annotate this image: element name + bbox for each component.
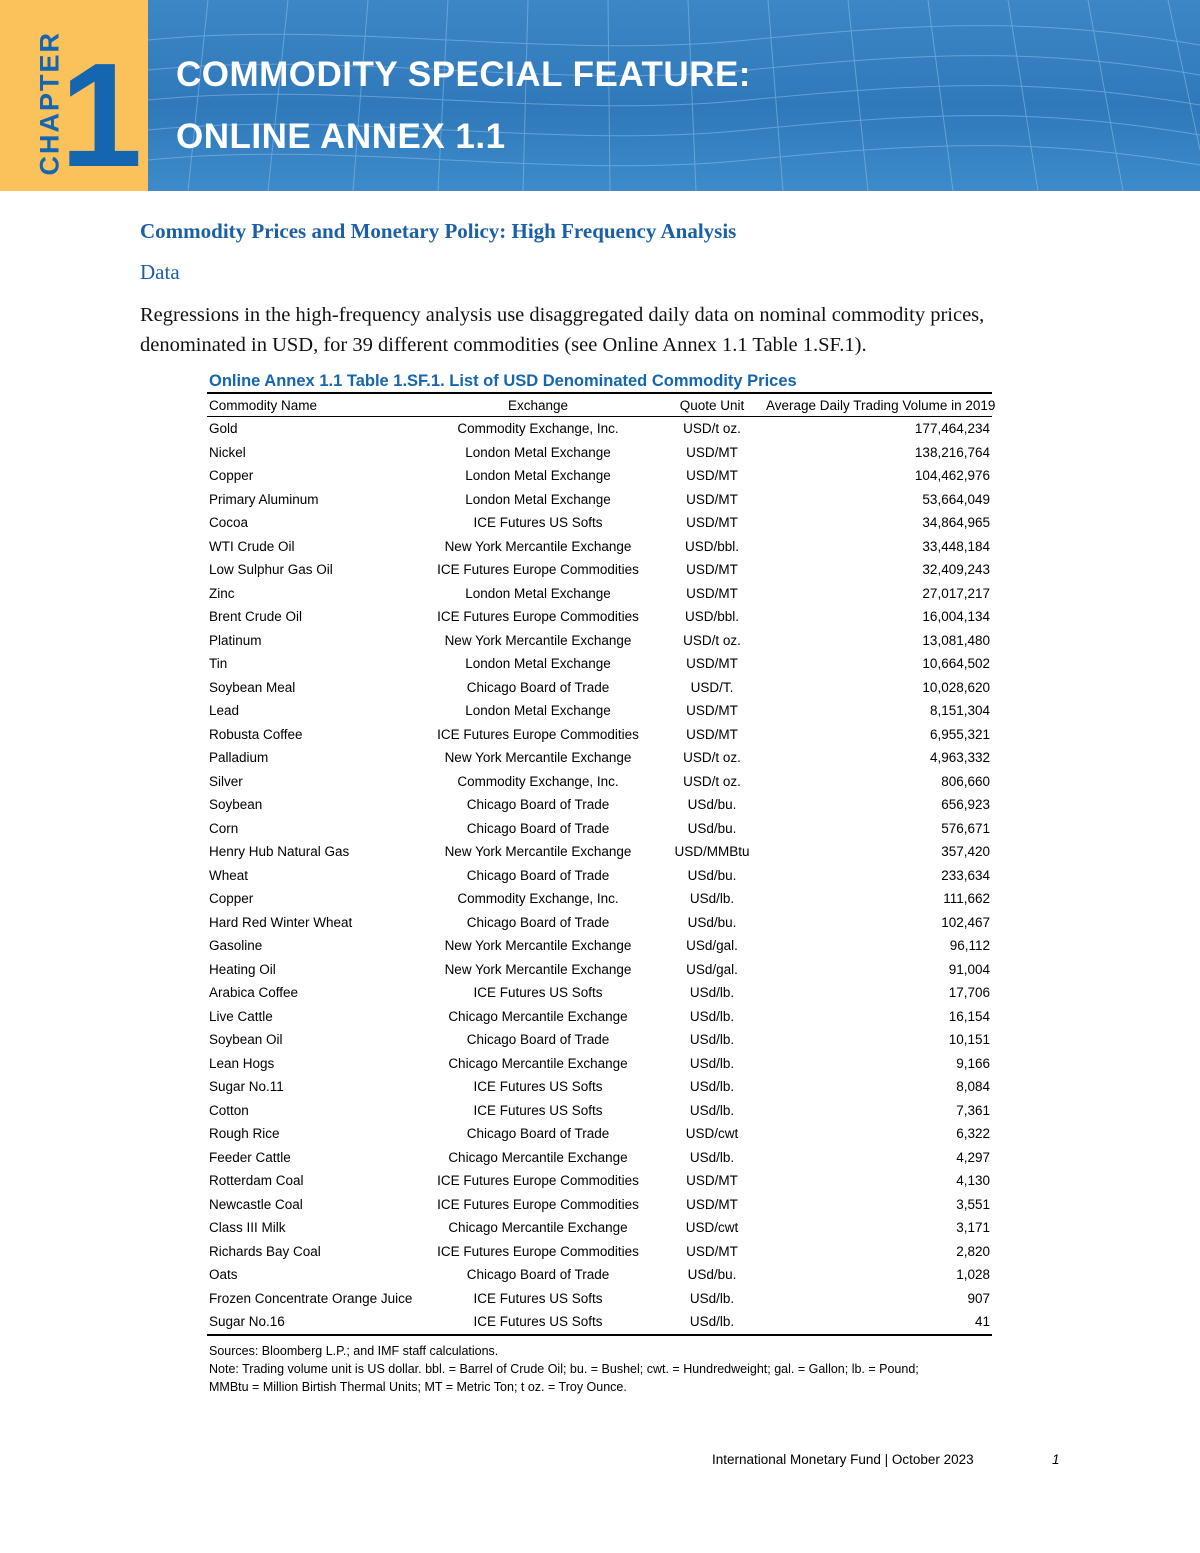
cell-quote-unit: USD/cwt [685, 1126, 739, 1142]
cell-exchange: London Metal Exchange [465, 656, 611, 672]
table-body [207, 417, 992, 1335]
table-row [207, 1146, 992, 1170]
table-row [207, 793, 992, 817]
cell-commodity-name: Rotterdam Coal [209, 1173, 304, 1189]
cell-exchange: ICE Futures Europe Commodities [437, 1243, 639, 1259]
table-row [207, 558, 992, 582]
table-row [207, 911, 992, 935]
cell-exchange: New York Mercantile Exchange [444, 844, 632, 860]
wireframe-pattern-graphic [148, 0, 1200, 191]
cell-trading-volume: 806,660 [941, 773, 990, 789]
cell-quote-unit: USD/MT [686, 585, 738, 601]
cell-quote-unit: USD/MT [686, 656, 738, 672]
cell-trading-volume: 138,216,764 [914, 444, 990, 460]
cell-trading-volume: 91,004 [948, 961, 990, 977]
cell-quote-unit: USd/lb. [689, 1149, 735, 1165]
cell-exchange: Commodity Exchange, Inc. [457, 773, 619, 789]
header-quote-unit: Quote Unit [660, 393, 764, 417]
cell-quote-unit: USD/T. [690, 679, 734, 695]
title-line-1: COMMODITY SPECIAL FEATURE: [176, 55, 751, 94]
cell-trading-volume: 34,864,965 [922, 515, 990, 531]
cell-quote-unit: USd/bu. [687, 1267, 737, 1283]
cell-trading-volume: 576,671 [941, 820, 990, 836]
cell-exchange: Chicago Board of Trade [466, 1267, 610, 1283]
cell-commodity-name: Cotton [209, 1102, 249, 1118]
cell-quote-unit: USD/MT [686, 703, 738, 719]
cell-commodity-name: Lean Hogs [209, 1055, 275, 1071]
header-exchange: Exchange [416, 393, 660, 417]
cell-exchange: Chicago Board of Trade [466, 914, 610, 930]
cell-trading-volume: 656,923 [941, 797, 990, 813]
cell-commodity-name: Wheat [209, 867, 249, 883]
cell-trading-volume: 111,662 [943, 891, 990, 907]
table-note-line-1: Note: Trading volume unit is US dollar. bbl. = Barrel of Crude Oil; bu. = Bushel; cwt. = Hundredweight; gal. = Gallon; lb. = Pound; [209, 1361, 919, 1376]
table-row [207, 1169, 992, 1193]
cell-trading-volume: 177,464,234 [914, 421, 990, 437]
table-note-line-2: MMBtu = Million Birtish Thermal Units; MT = Metric Ton; t oz. = Troy Ounce. [209, 1379, 627, 1394]
cell-exchange: New York Mercantile Exchange [444, 538, 632, 554]
body-paragraph: Regressions in the high-frequency analysis use disaggregated daily data on nominal commodity prices, denominated in USD, for 39 different commodities (see Online Annex 1.1 Table 1.SF.1). [140, 304, 985, 356]
cell-quote-unit: USd/lb. [689, 985, 735, 1001]
table-row [207, 746, 992, 770]
cell-quote-unit: USD/MT [686, 562, 738, 578]
table-row [207, 488, 992, 512]
cell-quote-unit: USd/lb. [689, 1032, 735, 1048]
cell-exchange: ICE Futures Europe Commodities [437, 1173, 639, 1189]
cell-exchange: ICE Futures Europe Commodities [437, 562, 639, 578]
cell-trading-volume: 7,361 [956, 1102, 990, 1118]
cell-exchange: New York Mercantile Exchange [444, 961, 632, 977]
cell-exchange: Chicago Mercantile Exchange [448, 1008, 628, 1024]
cell-trading-volume: 53,664,049 [922, 491, 990, 507]
cell-commodity-name: Robusta Coffee [209, 726, 303, 742]
cell-commodity-name: Live Cattle [209, 1008, 273, 1024]
cell-trading-volume: 4,963,332 [929, 750, 990, 766]
table-row [207, 699, 992, 723]
cell-commodity-name: Soybean [209, 797, 263, 813]
section-heading: Commodity Prices and Monetary Policy: High Frequency Analysis [140, 219, 737, 243]
cell-trading-volume: 2,820 [956, 1243, 990, 1259]
cell-quote-unit: USd/bu. [687, 867, 737, 883]
cell-trading-volume: 9,166 [956, 1055, 990, 1071]
cell-quote-unit: USd/lb. [689, 1055, 735, 1071]
cell-commodity-name: Frozen Concentrate Orange Juice [209, 1290, 413, 1306]
cell-commodity-name: Corn [209, 820, 239, 836]
table-row [207, 1028, 992, 1052]
cell-commodity-name: Sugar No.11 [209, 1079, 284, 1095]
cell-quote-unit: USD/MT [686, 726, 738, 742]
cell-quote-unit: USD/t oz. [683, 750, 741, 766]
cell-exchange: ICE Futures Europe Commodities [437, 1196, 639, 1212]
cell-exchange: New York Mercantile Exchange [444, 632, 632, 648]
cell-exchange: Chicago Board of Trade [466, 820, 610, 836]
cell-quote-unit: USd/lb. [689, 1290, 735, 1306]
cell-quote-unit: USd/bu. [687, 820, 737, 836]
cell-exchange: Chicago Board of Trade [466, 1032, 610, 1048]
cell-exchange: London Metal Exchange [465, 468, 611, 484]
cell-quote-unit: USd/lb. [689, 1079, 735, 1095]
cell-trading-volume: 8,151,304 [929, 703, 990, 719]
cell-quote-unit: USD/MT [686, 444, 738, 460]
cell-commodity-name: Hard Red Winter Wheat [209, 914, 353, 930]
cell-quote-unit: USd/gal. [686, 938, 738, 954]
cell-quote-unit: USd/gal. [686, 961, 738, 977]
table-row [207, 511, 992, 535]
cell-trading-volume: 233,634 [941, 867, 990, 883]
cell-exchange: ICE Futures US Softs [473, 985, 603, 1001]
page-number: 1 [1052, 1452, 1060, 1467]
cell-commodity-name: Rough Rice [209, 1126, 280, 1142]
cell-commodity-name: Sugar No.16 [207, 1310, 416, 1335]
cell-exchange: ICE Futures Europe Commodities [437, 726, 639, 742]
cell-trading-volume: 41 [764, 1310, 992, 1335]
cell-trading-volume: 4,130 [956, 1173, 990, 1189]
cell-commodity-name: Heating Oil [209, 961, 276, 977]
cell-quote-unit: USD/MT [686, 1243, 738, 1259]
table-row [207, 770, 992, 794]
cell-exchange: ICE Futures US Softs [473, 1102, 603, 1118]
cell-trading-volume: 907 [967, 1290, 990, 1306]
chapter-tab [0, 0, 148, 198]
footer-text: International Monetary Fund | October 2023 [712, 1452, 974, 1467]
cell-quote-unit: USd/bu. [687, 914, 737, 930]
cell-trading-volume: 357,420 [941, 844, 990, 860]
cell-exchange: Chicago Mercantile Exchange [448, 1149, 628, 1165]
cell-commodity-name: Oats [209, 1267, 238, 1283]
sub-heading: Data [140, 260, 180, 284]
cell-exchange: ICE Futures US Softs [473, 515, 603, 531]
cell-exchange: New York Mercantile Exchange [444, 938, 632, 954]
cell-trading-volume: 13,081,480 [922, 632, 990, 648]
table-title: Online Annex 1.1 Table 1.SF.1. List of USD Denominated Commodity Prices [209, 372, 797, 390]
cell-trading-volume: 10,151 [948, 1032, 990, 1048]
cell-quote-unit: USD/MT [686, 1196, 738, 1212]
cell-commodity-name: Palladium [209, 750, 269, 766]
cell-trading-volume: 17,706 [948, 985, 990, 1001]
cell-exchange: Chicago Board of Trade [466, 679, 610, 695]
table-row [207, 441, 992, 465]
cell-quote-unit: USD/t oz. [683, 632, 741, 648]
cell-commodity-name: WTI Crude Oil [209, 538, 295, 554]
cell-trading-volume: 6,322 [956, 1126, 990, 1142]
cell-exchange: ICE Futures US Softs [416, 1310, 660, 1335]
cell-trading-volume: 96,112 [949, 938, 990, 954]
cell-trading-volume: 32,409,243 [922, 562, 990, 578]
cell-commodity-name: Henry Hub Natural Gas [209, 844, 350, 860]
header-trading-volume: Average Daily Trading Volume in 2019 [764, 393, 992, 417]
cell-trading-volume: 4,297 [956, 1149, 990, 1165]
cell-trading-volume: 3,551 [956, 1196, 990, 1212]
chapter-header [0, 0, 1200, 198]
table-row [207, 1052, 992, 1076]
table-row [207, 629, 992, 653]
table-row [207, 605, 992, 629]
cell-quote-unit: USd/lb. [689, 1102, 735, 1118]
cell-quote-unit: USD/bbl. [684, 609, 740, 625]
cell-quote-unit: USD/MT [686, 515, 738, 531]
cell-exchange: London Metal Exchange [465, 703, 611, 719]
cell-quote-unit: USD/bbl. [684, 538, 740, 554]
table-row [207, 981, 992, 1005]
table-row [207, 1263, 992, 1287]
cell-exchange: ICE Futures Europe Commodities [437, 609, 639, 625]
cell-exchange: Commodity Exchange, Inc. [457, 891, 619, 907]
table-row [207, 417, 992, 441]
cell-commodity-name: Feeder Cattle [209, 1149, 291, 1165]
cell-trading-volume: 10,664,502 [922, 656, 990, 672]
table-row [207, 840, 992, 864]
table-row [207, 864, 992, 888]
cell-commodity-name: Brent Crude Oil [209, 609, 303, 625]
cell-trading-volume: 3,171 [956, 1220, 990, 1236]
chapter-label: CHAPTER [34, 30, 65, 176]
cell-exchange: ICE Futures US Softs [473, 1079, 603, 1095]
cell-commodity-name: Platinum [209, 632, 262, 648]
cell-quote-unit: USd/lb. [660, 1310, 764, 1335]
table-row [207, 723, 992, 747]
cell-exchange: Chicago Mercantile Exchange [448, 1220, 628, 1236]
cell-exchange: Chicago Mercantile Exchange [448, 1055, 628, 1071]
table-row [207, 1122, 992, 1146]
table-row [207, 652, 992, 676]
table-row [207, 958, 992, 982]
cell-quote-unit: USd/lb. [689, 1008, 735, 1024]
cell-commodity-name: Nickel [209, 444, 246, 460]
table-header-row [207, 393, 992, 417]
cell-commodity-name: Lead [209, 703, 240, 719]
table-row [207, 464, 992, 488]
cell-commodity-name: Primary Aluminum [209, 491, 319, 507]
cell-trading-volume: 10,028,620 [922, 679, 990, 695]
title-banner [148, 0, 1200, 191]
cell-exchange: Chicago Board of Trade [466, 797, 610, 813]
cell-exchange: London Metal Exchange [465, 491, 611, 507]
cell-trading-volume: 1,028 [956, 1267, 990, 1283]
table-row [207, 1075, 992, 1099]
cell-commodity-name: Zinc [209, 585, 235, 601]
table-row [207, 1193, 992, 1217]
commodity-table-container [207, 368, 996, 1396]
commodity-table [207, 392, 996, 1336]
table-row [207, 1310, 992, 1335]
table-row [207, 535, 992, 559]
cell-commodity-name: Soybean Meal [209, 679, 296, 695]
table-row [207, 1240, 992, 1264]
cell-trading-volume: 16,154 [948, 1008, 990, 1024]
cell-exchange: London Metal Exchange [465, 444, 611, 460]
cell-trading-volume: 33,448,184 [922, 538, 990, 554]
cell-quote-unit: USD/MT [686, 468, 738, 484]
cell-quote-unit: USD/MT [686, 1173, 738, 1189]
table-notes [207, 1336, 992, 1396]
cell-exchange: Chicago Board of Trade [466, 1126, 610, 1142]
table-row [207, 887, 992, 911]
cell-quote-unit: USD/t oz. [683, 421, 741, 437]
cell-commodity-name: Arabica Coffee [209, 985, 299, 1001]
table-row [207, 817, 992, 841]
cell-commodity-name: Gold [209, 421, 238, 437]
cell-trading-volume: 27,017,217 [922, 585, 990, 601]
table-row [207, 676, 992, 700]
cell-trading-volume: 8,084 [956, 1079, 990, 1095]
cell-quote-unit: USD/cwt [685, 1220, 739, 1236]
cell-commodity-name: Low Sulphur Gas Oil [209, 562, 333, 578]
cell-quote-unit: USD/MMBtu [674, 844, 750, 860]
cell-commodity-name: Class III Milk [209, 1220, 286, 1236]
cell-exchange: ICE Futures US Softs [473, 1290, 603, 1306]
cell-exchange: London Metal Exchange [465, 585, 611, 601]
table-row [207, 1287, 992, 1311]
cell-exchange: New York Mercantile Exchange [444, 750, 632, 766]
cell-commodity-name: Gasoline [209, 938, 263, 954]
cell-quote-unit: USD/t oz. [683, 773, 741, 789]
table-row [207, 1216, 992, 1240]
cell-commodity-name: Copper [209, 891, 254, 907]
table-row [207, 1005, 992, 1029]
cell-trading-volume: 104,462,976 [914, 468, 990, 484]
cell-exchange: Chicago Board of Trade [466, 867, 610, 883]
cell-exchange: Commodity Exchange, Inc. [457, 421, 619, 437]
cell-trading-volume: 16,004,134 [922, 609, 990, 625]
cell-commodity-name: Newcastle Coal [209, 1196, 303, 1212]
cell-trading-volume: 102,467 [941, 914, 990, 930]
cell-commodity-name: Richards Bay Coal [209, 1243, 321, 1259]
cell-commodity-name: Cocoa [209, 515, 249, 531]
cell-quote-unit: USd/bu. [687, 797, 737, 813]
header-commodity-name: Commodity Name [207, 393, 416, 417]
table-row [207, 934, 992, 958]
table-sources: Sources: Bloomberg L.P.; and IMF staff calculations. [209, 1343, 499, 1358]
table-row [207, 1099, 992, 1123]
chapter-number: 1 [60, 33, 143, 198]
cell-commodity-name: Silver [209, 773, 243, 789]
cell-commodity-name: Tin [209, 656, 228, 672]
cell-quote-unit: USd/lb. [689, 891, 735, 907]
cell-quote-unit: USD/MT [686, 491, 738, 507]
cell-trading-volume: 6,955,321 [929, 726, 990, 742]
title-line-2: ONLINE ANNEX 1.1 [176, 117, 506, 156]
cell-commodity-name: Soybean Oil [209, 1032, 283, 1048]
table-row [207, 582, 992, 606]
cell-commodity-name: Copper [209, 468, 254, 484]
